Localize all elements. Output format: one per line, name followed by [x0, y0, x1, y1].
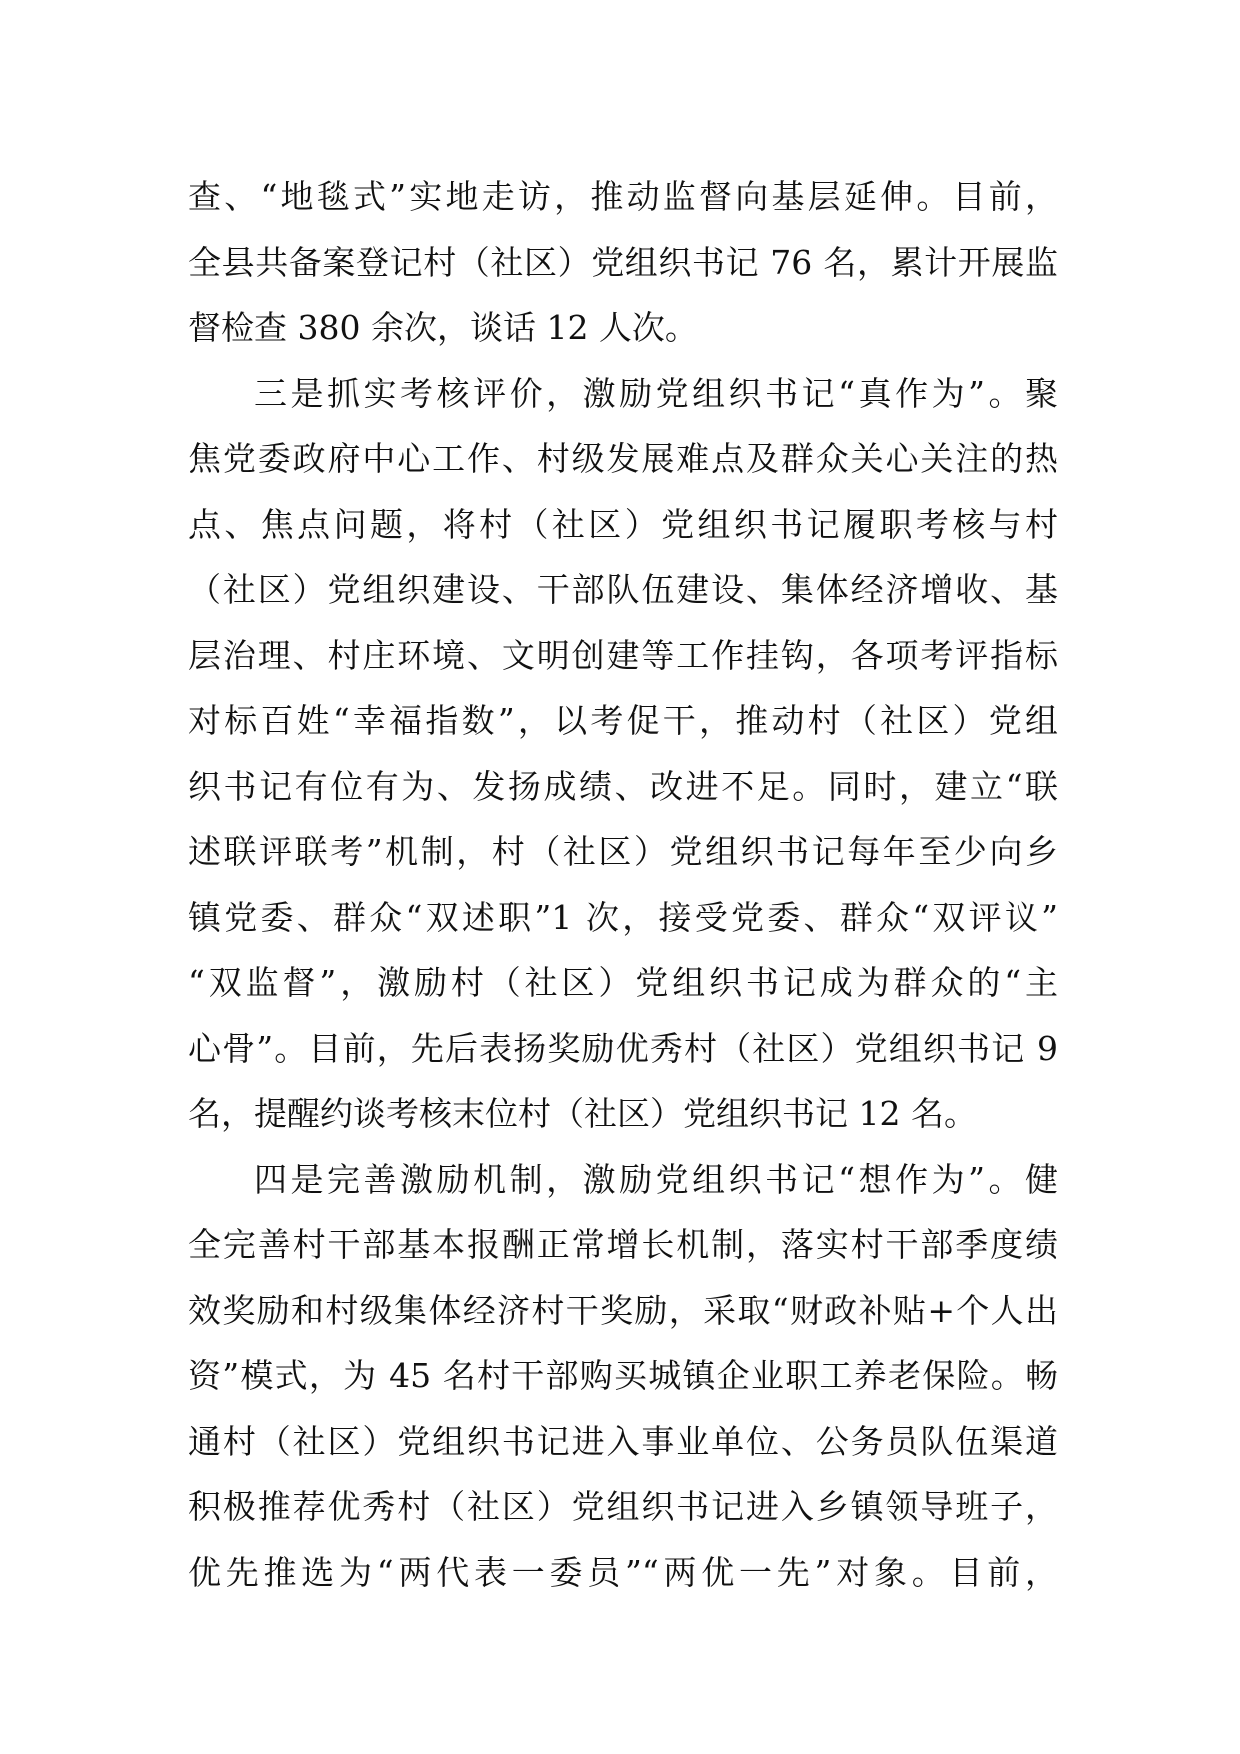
paragraph-incentives	[188, 1147, 1058, 1606]
text-line: “双监督”，激励村（社区）党组织书记成为群众的“主	[188, 963, 1058, 1002]
text-line: 督检查 380 余次，谈话 12 人次。	[188, 308, 698, 347]
text-line: 心骨”。目前，先后表扬奖励优秀村（社区）党组织书记 9	[188, 1028, 1058, 1068]
text-line: 全县共备案登记村（社区）党组织书记 76 名，累计开展监	[188, 242, 1058, 282]
text-line: 名，提醒约谈考核末位村（社区）党组织书记 12 名。	[188, 1094, 977, 1133]
text-line: 三是抓实考核评价，激励党组织书记“真作为”。聚	[254, 373, 1058, 413]
paragraph-continuation	[188, 164, 1058, 361]
paragraph-assessment	[188, 361, 1058, 1147]
text-line: 对标百姓“幸福指数”，以考促干，推动村（社区）党组	[188, 701, 1058, 740]
text-line: 层治理、村庄环境、文明创建等工作挂钩，各项考评指标	[188, 635, 1058, 675]
text-line: 优先推选为“两代表一委员”“两优一先”对象。目前，	[188, 1552, 1058, 1592]
text-line: 全完善村干部基本报酬正常增长机制，落实村干部季度绩	[188, 1225, 1058, 1264]
body-text	[188, 164, 1058, 1605]
text-line: 点、焦点问题，将村（社区）党组织书记履职考核与村	[188, 504, 1058, 544]
text-line: 织书记有位有为、发扬成绩、改进不足。同时，建立“联	[188, 766, 1058, 806]
text-line: 资”模式，为 45 名村干部购买城镇企业职工养老保险。畅	[188, 1356, 1058, 1395]
text-line: 积极推荐优秀村（社区）党组织书记进入乡镇领导班子，	[188, 1487, 1058, 1526]
text-line: （社区）党组织建设、干部队伍建设、集体经济增收、基	[188, 570, 1058, 609]
text-line: 述联评联考”机制，村（社区）党组织书记每年至少向乡	[188, 832, 1058, 871]
text-line: 通村（社区）党组织书记进入事业单位、公务员队伍渠道	[188, 1421, 1058, 1461]
text-line: 四是完善激励机制，激励党组织书记“想作为”。健	[254, 1159, 1058, 1199]
text-line: 查、“地毯式”实地走访，推动监督向基层延伸。目前，	[188, 177, 1058, 216]
text-line: 效奖励和村级集体经济村干奖励，采取“财政补贴+个人出	[188, 1290, 1058, 1330]
text-line: 镇党委、群众“双述职”1 次，接受党委、群众“双评议”	[188, 897, 1058, 937]
text-line: 焦党委政府中心工作、村级发展难点及群众关心关注的热	[188, 439, 1058, 478]
